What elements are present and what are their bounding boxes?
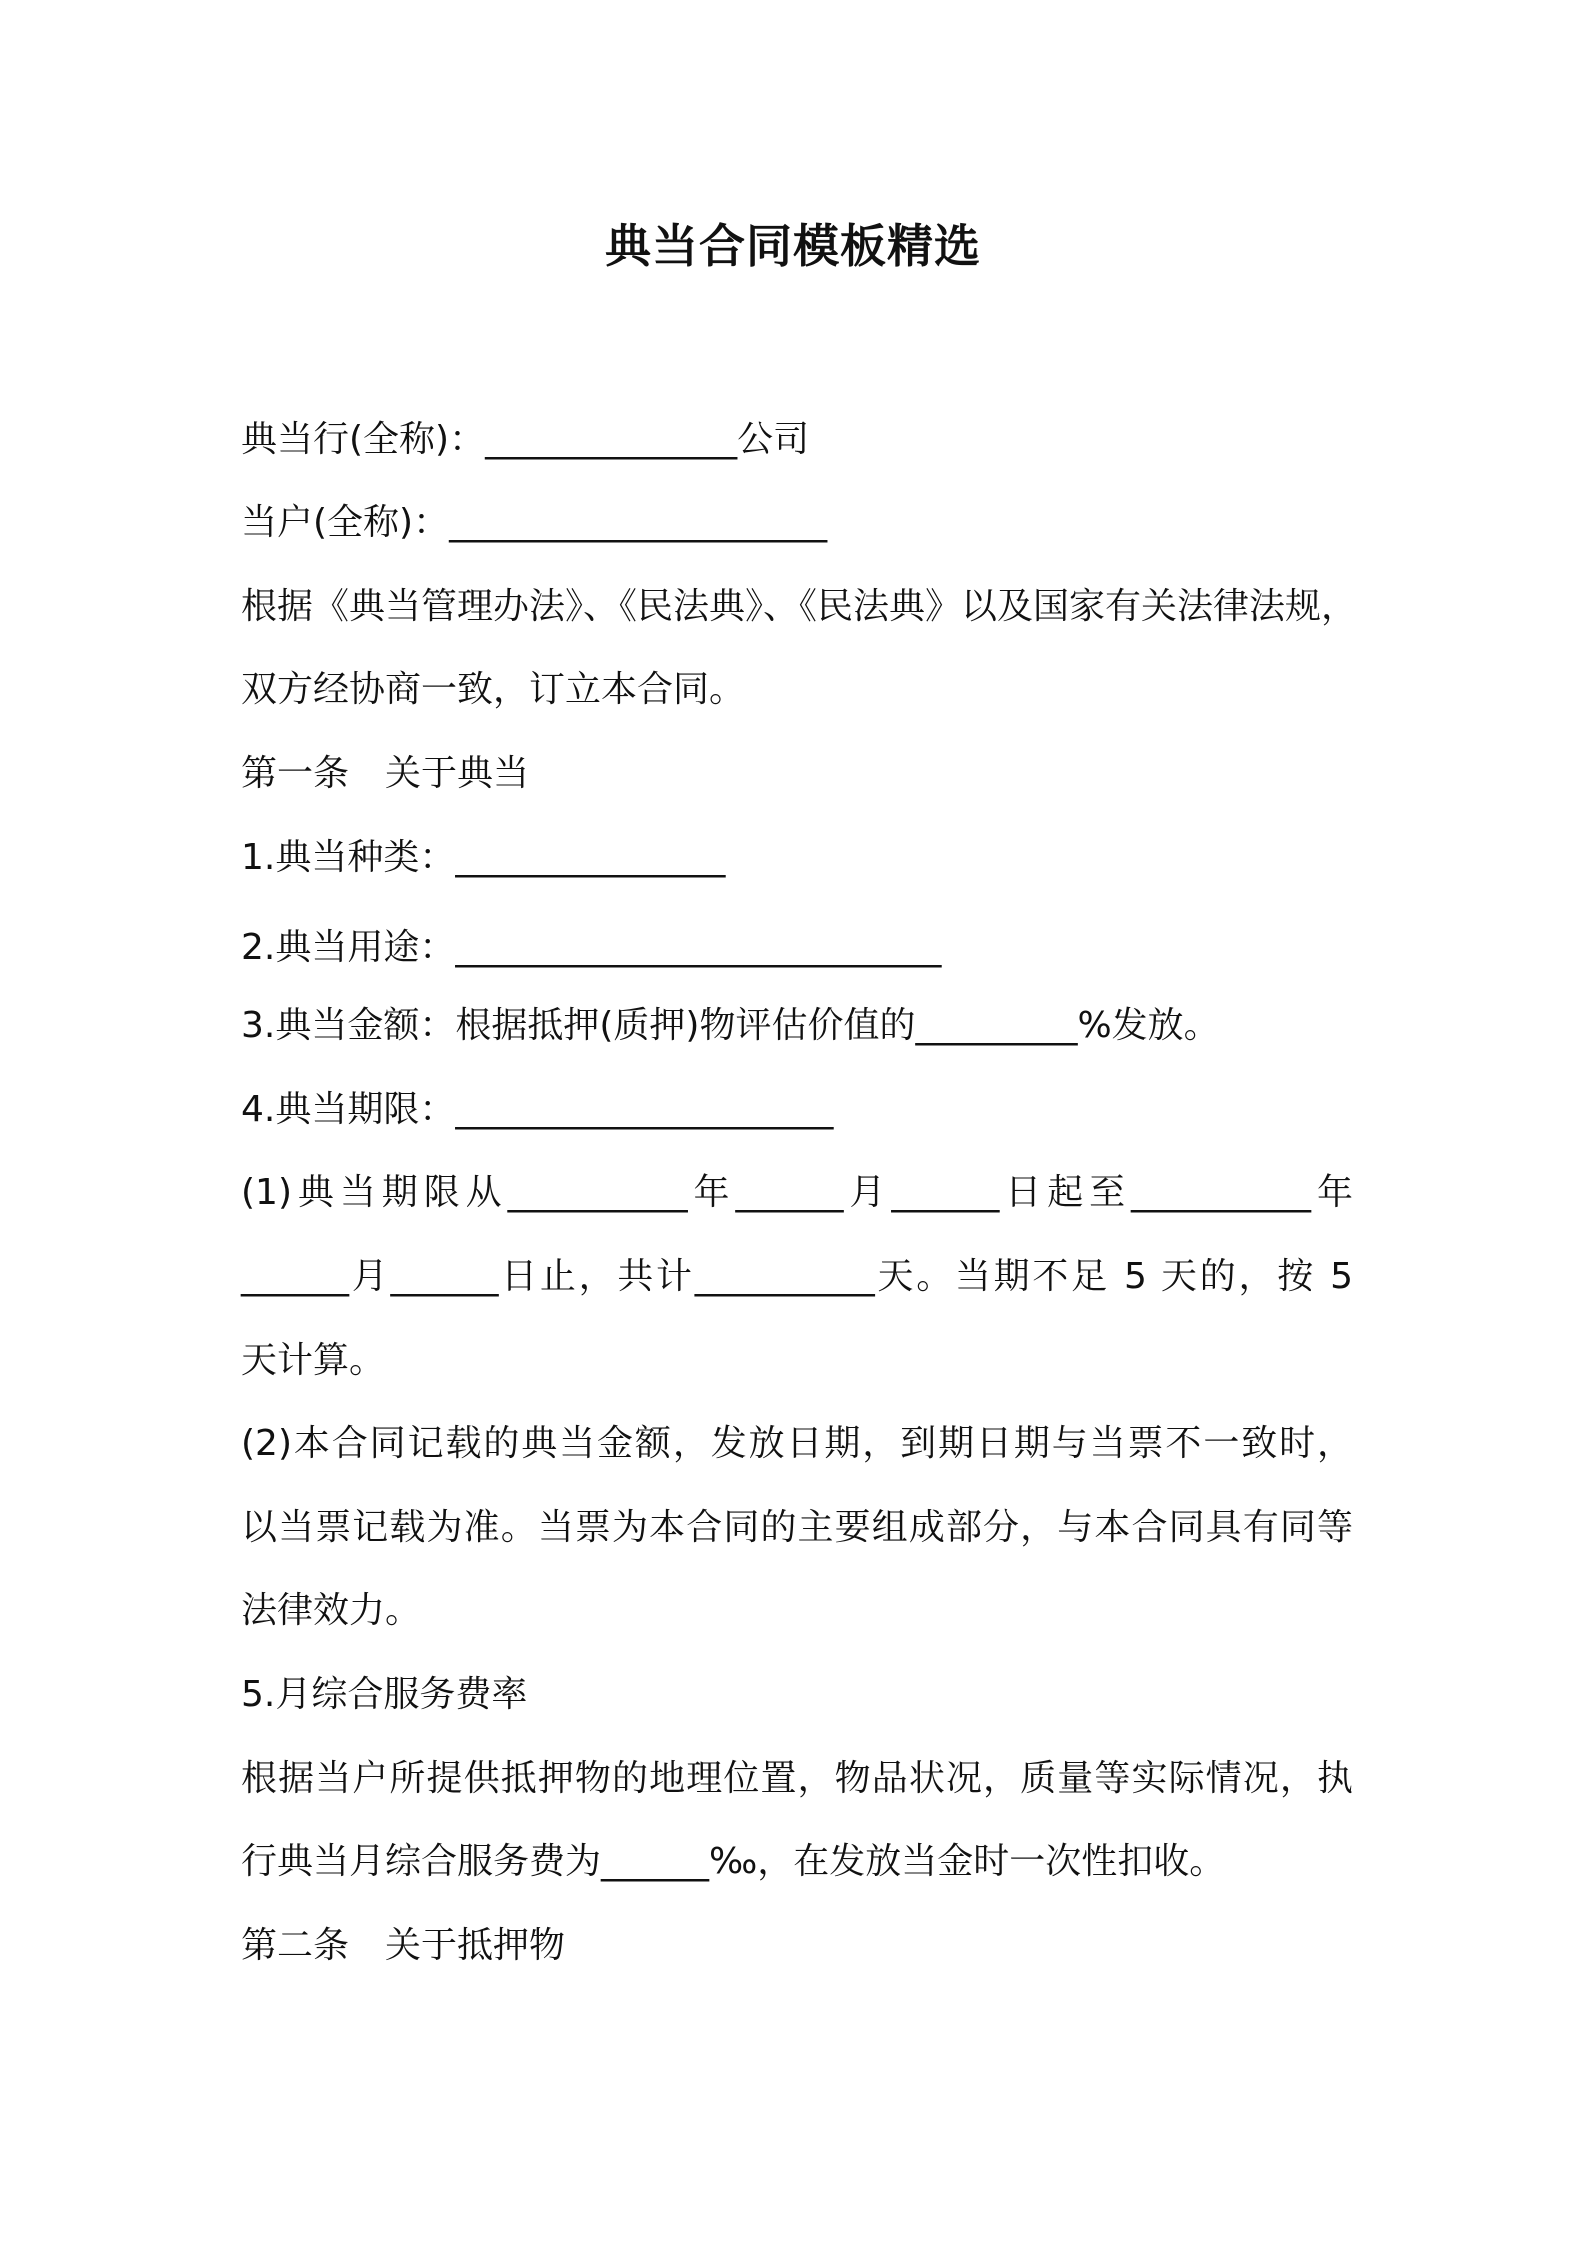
pawn-type-line: 1.典当种类：_______________ xyxy=(241,837,726,878)
document-title: 典当合同模板精选 xyxy=(605,219,981,273)
term-clause-1-line-1: (1)典当期限从__________年______月______日起至__________年 xyxy=(241,1172,1353,1213)
article-2-heading: 第二条 关于抵押物 xyxy=(241,1925,566,1966)
article-1-heading: 第一条 关于典当 xyxy=(241,753,530,794)
pawnshop-name-line: 典当行(全称)：______________公司 xyxy=(241,419,810,460)
term-clause-1-line-3: 天计算。 xyxy=(241,1340,386,1381)
service-fee-line-2: 行典当月综合服务费为______‰，在发放当金时一次性扣收。 xyxy=(241,1841,1226,1882)
pawn-term-line: 4.典当期限：_____________________ xyxy=(241,1089,834,1130)
term-clause-2-line-1: (2)本合同记载的典当金额，发放日期，到期日期与当票不一致时， xyxy=(241,1423,1353,1464)
term-clause-1-line-2: ______月______日止，共计__________天。当期不足 5 天的，按 5 xyxy=(241,1256,1353,1297)
service-fee-line-1: 根据当户所提供抵押物的地理位置，物品状况，质量等实际情况，执 xyxy=(241,1758,1353,1799)
pawn-purpose-line: 2.典当用途：___________________________ xyxy=(241,927,942,968)
preamble-line-2: 双方经协商一致，订立本合同。 xyxy=(241,669,746,710)
pawn-amount-line: 3.典当金额：根据抵押(质押)物评估价值的_________%发放。 xyxy=(241,1005,1220,1046)
service-fee-heading: 5.月综合服务费率 xyxy=(241,1674,528,1715)
preamble-line-1: 根据《典当管理办法》、《民法典》、《民法典》以及国家有关法律法规， xyxy=(241,586,1358,627)
term-clause-2-line-3: 法律效力。 xyxy=(241,1590,422,1631)
pawner-name-line: 当户(全称)：_____________________ xyxy=(241,502,828,543)
term-clause-2-line-2: 以当票记载为准。当票为本合同的主要组成部分，与本合同具有同等 xyxy=(241,1507,1353,1548)
